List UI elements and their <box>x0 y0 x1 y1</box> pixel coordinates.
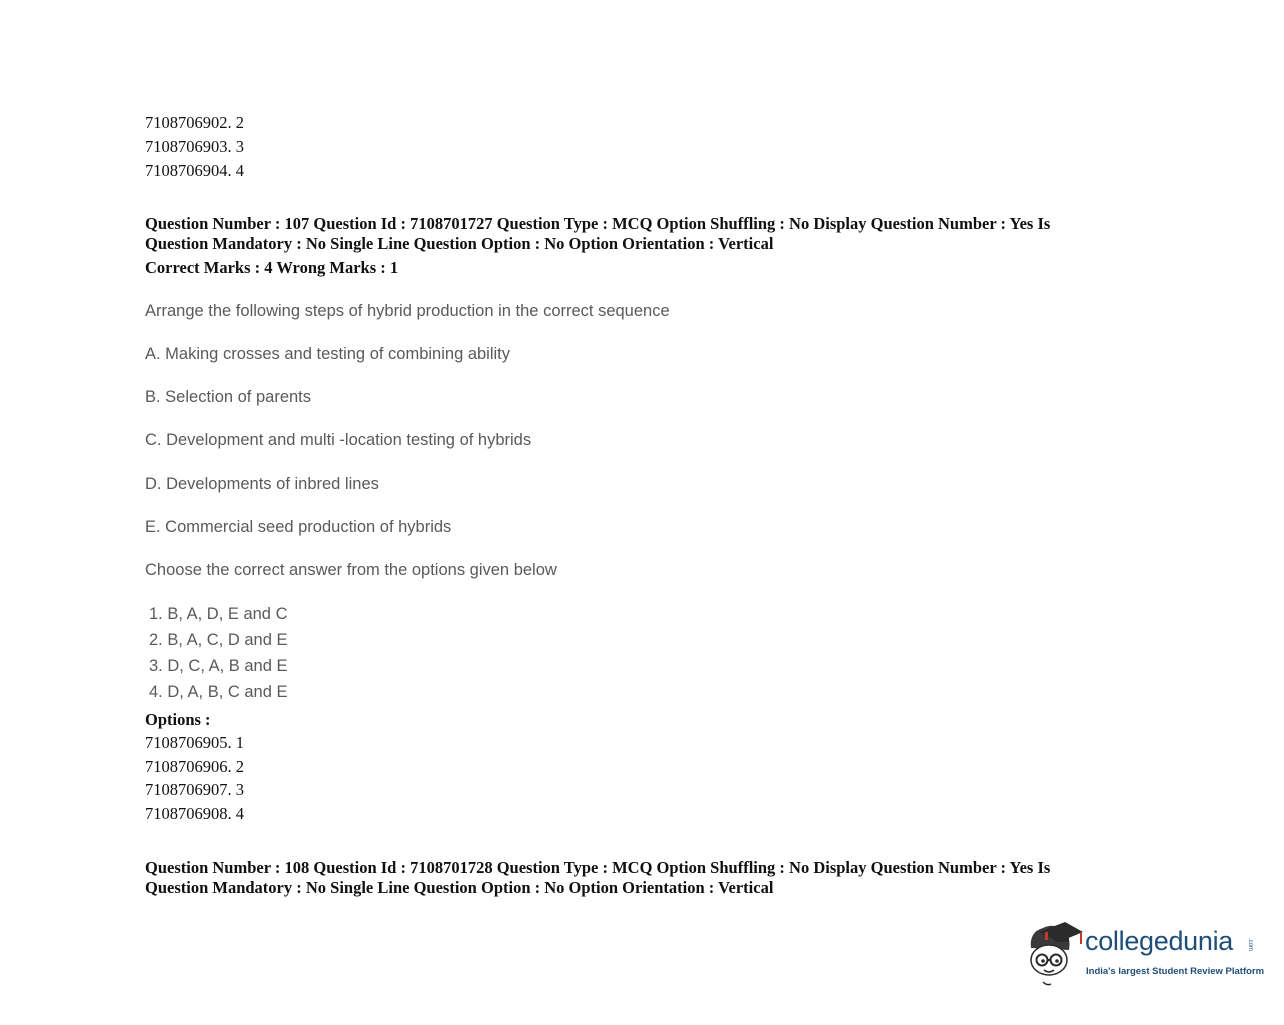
question-107-option-4: 7108706908. 4 <box>145 804 244 823</box>
question-107-step-a: A. Making crosses and testing of combining ability <box>145 345 511 363</box>
question-108-meta-line2: Question Mandatory : No Single Line Question Option : No Option Orientation : Vertical <box>145 878 774 897</box>
question-107-instruction: Choose the correct answer from the options given below <box>145 561 557 579</box>
prev-option-2: 7108706903. 3 <box>145 137 244 156</box>
logo-suffix: .com <box>1247 938 1253 952</box>
question-107-step-e: E. Commercial seed production of hybrids <box>145 518 452 536</box>
question-107-step-c: C. Development and multi -location testing of hybrids <box>145 431 532 449</box>
question-107-meta <box>145 214 1145 254</box>
question-107-option-2: 7108706906. 2 <box>145 757 244 776</box>
question-107-prompt: Arrange the following steps of hybrid production in the correct sequence <box>145 302 670 320</box>
question-107-choice-2: 2. B, A, C, D and E <box>149 631 288 649</box>
question-107-meta-line2: Question Mandatory : No Single Line Question Option : No Option Orientation : Vertical <box>145 234 774 253</box>
question-107-choice-3: 3. D, C, A, B and E <box>149 657 288 675</box>
question-107-option-3: 7108706907. 3 <box>145 780 244 799</box>
question-107-options-label: Options : <box>145 710 211 729</box>
question-107-marks: Correct Marks : 4 Wrong Marks : 1 <box>145 258 399 277</box>
question-107-option-1: 7108706905. 1 <box>145 733 244 752</box>
question-108-meta <box>145 858 1145 898</box>
question-107-choice-4: 4. D, A, B, C and E <box>149 683 288 701</box>
question-107-meta-line1: Question Number : 107 Question Id : 7108701727 Question Type : MCQ Option Shuffling : No Display Question Number : Yes Is <box>145 214 1051 233</box>
mascot-graduation-cap-icon <box>1025 918 1085 988</box>
question-107-step-b: B. Selection of parents <box>145 388 312 406</box>
logo-wordmark: collegedunia <box>1085 926 1234 956</box>
logo-tagline: India's largest Student Review Platform <box>1086 966 1265 977</box>
prev-option-3: 7108706904. 4 <box>145 161 244 180</box>
question-107-choice-1: 1. B, A, D, E and C <box>149 605 288 623</box>
question-108-meta-line1: Question Number : 108 Question Id : 7108701728 Question Type : MCQ Option Shuffling : No Display Question Number : Yes Is <box>145 858 1051 877</box>
question-107-step-d: D. Developments of inbred lines <box>145 475 379 493</box>
prev-option-1: 7108706902. 2 <box>145 113 244 132</box>
collegedunia-logo <box>1025 918 1265 988</box>
